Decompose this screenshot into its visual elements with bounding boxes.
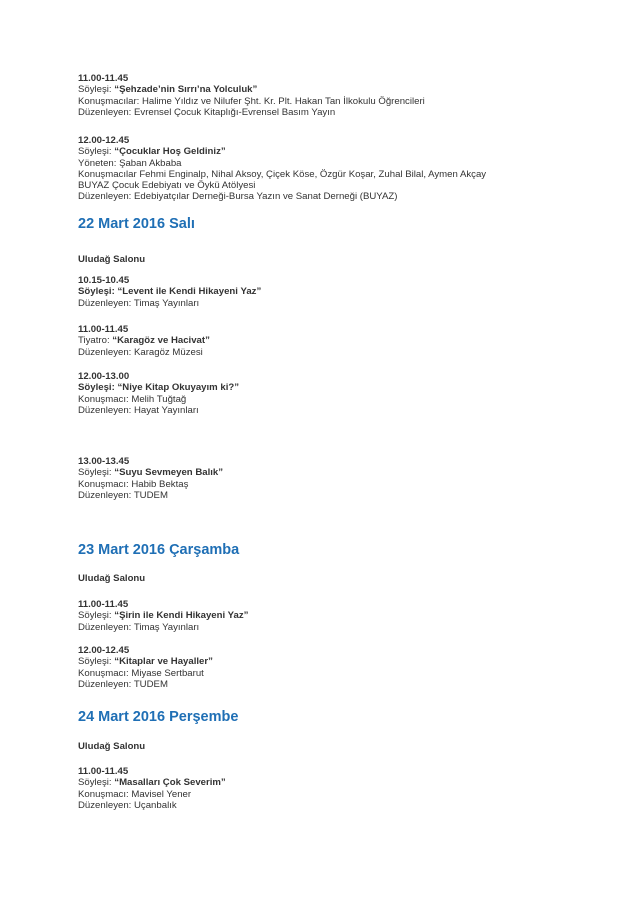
event-detail: Düzenleyen: Uçanbalık bbox=[78, 799, 177, 811]
event-type: Söyleşi: bbox=[78, 382, 118, 394]
event-time: 11.00-11.45 bbox=[78, 766, 129, 777]
event-title: “Levent ile Kendi Hikayeni Yaz” bbox=[117, 286, 262, 298]
event-title: “Karagöz ve Hacivat” bbox=[112, 335, 210, 347]
event-time: 11.00-11.45 bbox=[78, 73, 129, 84]
event-type: Söyleşi: bbox=[78, 777, 115, 789]
event-title-line bbox=[78, 777, 226, 788]
event-detail: Konuşmacı: Habib Bektaş bbox=[78, 478, 189, 490]
event-time: 13.00-13.45 bbox=[78, 456, 130, 467]
event-title: “Suyu Sevmeyen Balık” bbox=[114, 467, 224, 479]
event-title: “Şirin ile Kendi Hikayeni Yaz” bbox=[114, 610, 249, 622]
event-title-line bbox=[78, 467, 223, 478]
event-title-line bbox=[78, 382, 239, 393]
event-block bbox=[78, 275, 261, 309]
event-time: 12.00-13.00 bbox=[78, 371, 130, 382]
event-type: Söyleşi: bbox=[78, 610, 115, 622]
event-type: Söyleşi: bbox=[78, 467, 115, 479]
event-title: “Şehzade’nin Sırrı’na Yolculuk” bbox=[114, 84, 258, 96]
event-block bbox=[78, 324, 210, 358]
event-time: 12.00-12.45 bbox=[78, 645, 130, 656]
event-block bbox=[78, 456, 223, 501]
event-detail: Düzenleyen: Evrensel Çocuk Kitaplığı-Evrensel Basım Yayın bbox=[78, 106, 336, 118]
event-type: Tiyatro: bbox=[78, 335, 113, 347]
event-type: Söyleşi: bbox=[78, 146, 115, 158]
event-detail: Düzenleyen: Hayat Yayınları bbox=[78, 404, 199, 416]
event-detail: BUYAZ Çocuk Edebiyatı ve Öykü Atölyesi bbox=[78, 180, 256, 192]
event-detail: Düzenleyen: Timaş Yayınları bbox=[78, 297, 200, 309]
venue-label: Uludağ Salonu bbox=[78, 254, 146, 265]
event-title-line bbox=[78, 656, 213, 667]
event-title: “Çocuklar Hoş Geldiniz” bbox=[114, 146, 226, 158]
event-detail: Yöneten: Şaban Akbaba bbox=[78, 157, 182, 169]
event-block bbox=[78, 371, 239, 416]
event-title-line bbox=[78, 84, 425, 95]
event-block bbox=[78, 645, 213, 690]
event-title-line bbox=[78, 146, 486, 157]
event-time: 11.00-11.45 bbox=[78, 599, 129, 610]
event-title-line bbox=[78, 286, 261, 297]
event-block bbox=[78, 135, 486, 203]
day-heading: 23 Mart 2016 Çarşamba bbox=[78, 542, 240, 558]
event-detail: Düzenleyen: Timaş Yayınları bbox=[78, 621, 200, 633]
day-heading: 24 Mart 2016 Perşembe bbox=[78, 709, 239, 725]
event-type: Söyleşi: bbox=[78, 84, 115, 96]
event-detail: Düzenleyen: TUDEM bbox=[78, 489, 168, 501]
event-detail: Konuşmacı: Miyase Sertbarut bbox=[78, 667, 204, 679]
event-time: 10.15-10.45 bbox=[78, 275, 130, 286]
event-time: 11.00-11.45 bbox=[78, 324, 129, 335]
event-detail: Düzenleyen: TUDEM bbox=[78, 678, 168, 690]
event-block bbox=[78, 766, 226, 811]
event-detail: Konuşmacı: Melih Tuğtağ bbox=[78, 393, 187, 405]
event-title-line bbox=[78, 610, 248, 621]
event-detail: Konuşmacılar Fehmi Enginalp, Nihal Aksoy, Çiçek Köse, Özgür Koşar, Zuhal Bilal, Aymen Akçay bbox=[78, 168, 487, 180]
event-title-line bbox=[78, 335, 210, 346]
event-detail: Konuşmacılar: Halime Yıldız ve Nilufer Şht. Kr. Plt. Hakan Tan İlkokulu Öğrencileri bbox=[78, 95, 425, 107]
event-detail: Konuşmacı: Mavisel Yener bbox=[78, 788, 192, 800]
event-block bbox=[78, 73, 425, 118]
event-detail: Düzenleyen: Karagöz Müzesi bbox=[78, 346, 203, 358]
event-title: “Masalları Çok Severim” bbox=[114, 777, 226, 789]
event-title: “Niye Kitap Okuyayım ki?” bbox=[117, 382, 240, 394]
event-block bbox=[78, 599, 248, 633]
venue-label: Uludağ Salonu bbox=[78, 573, 146, 584]
event-type: Söyleşi: bbox=[78, 286, 118, 298]
event-title: “Kitaplar ve Hayaller” bbox=[114, 656, 213, 668]
day-heading: 22 Mart 2016 Salı bbox=[78, 216, 195, 232]
venue-label: Uludağ Salonu bbox=[78, 741, 146, 752]
event-time: 12.00-12.45 bbox=[78, 135, 130, 146]
event-detail: Düzenleyen: Edebiyatçılar Derneği-Bursa Yazın ve Sanat Derneği (BUYAZ) bbox=[78, 191, 398, 203]
event-type: Söyleşi: bbox=[78, 656, 115, 668]
